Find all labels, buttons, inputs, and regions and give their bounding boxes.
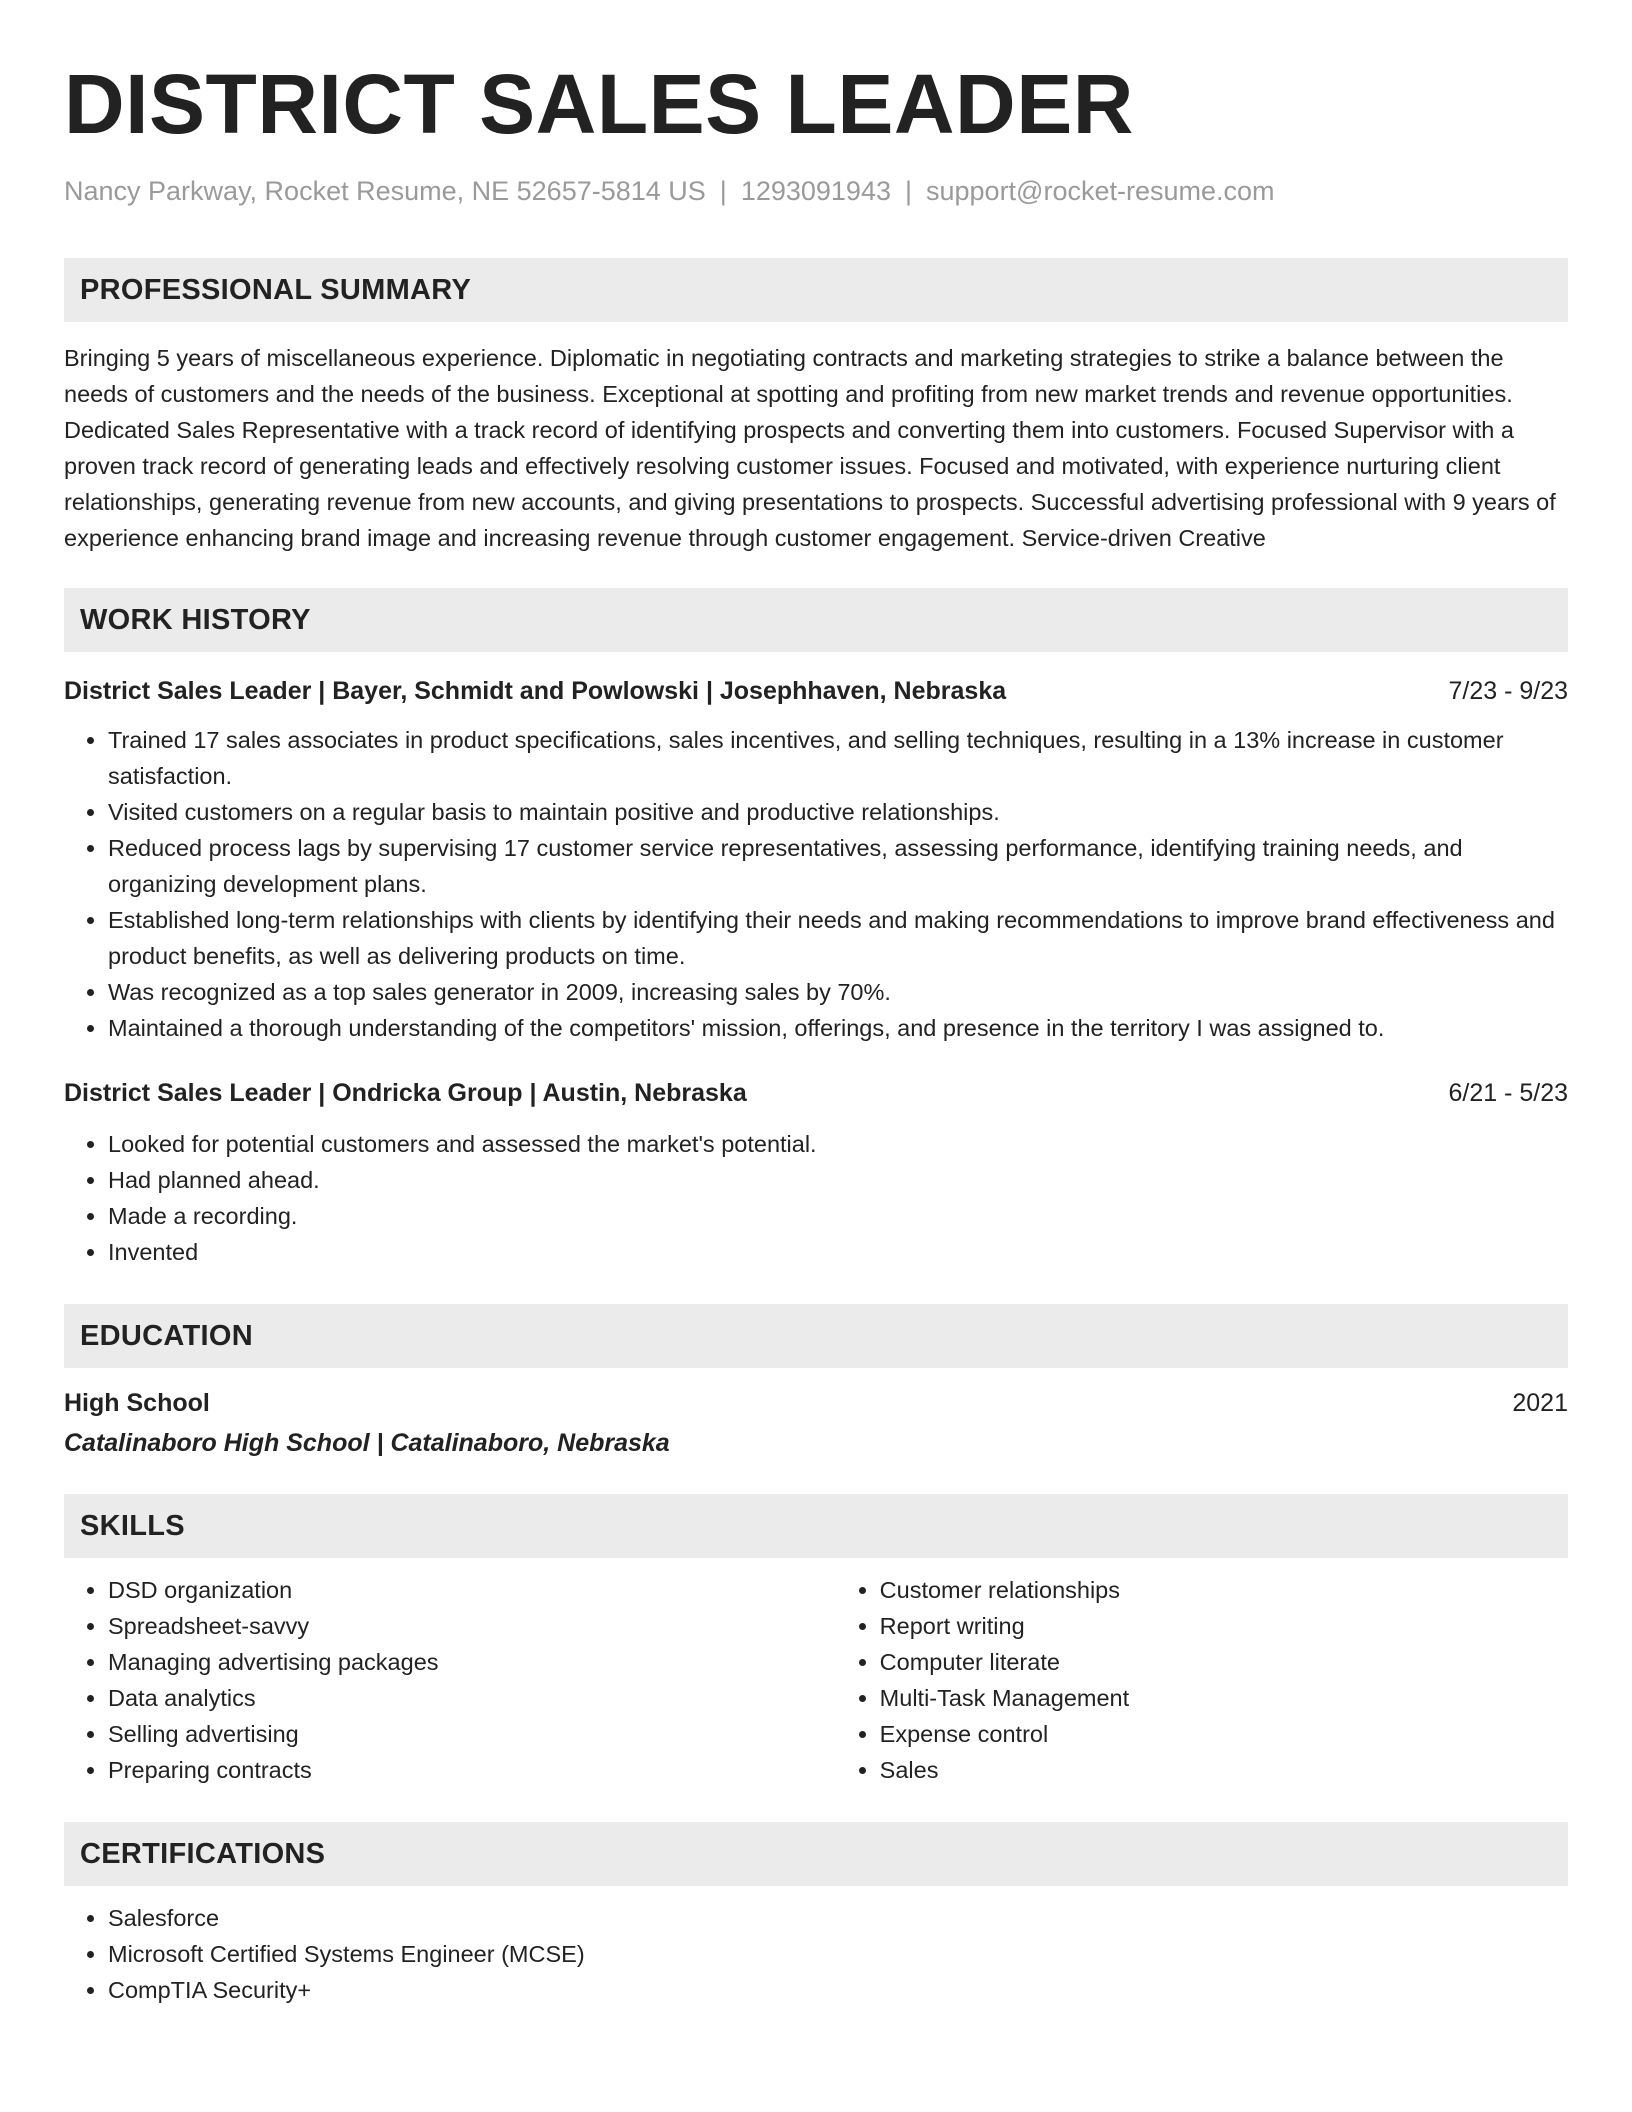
skills-list-right: [836, 1572, 1568, 1788]
skill-item: • Customer relationships: [880, 1572, 1568, 1608]
job-bullet: • Visited customers on a regular basis to maintain positive and productive relationships.: [108, 794, 1568, 830]
certifications-block: [64, 1900, 1568, 2008]
job-dates: 7/23 - 9/23: [1448, 677, 1568, 705]
skill-item: • Multi-Task Management: [880, 1680, 1568, 1716]
skill-item: • Spreadsheet-savvy: [108, 1608, 836, 1644]
job-title: District Sales Leader | Bayer, Schmidt and Powlowski | Josephhaven, Nebraska: [64, 677, 1007, 705]
contact-address: Nancy Parkway, Rocket Resume, NE 52657-5814 US: [64, 176, 706, 206]
job-entry: [64, 1076, 1568, 1270]
skills-list-left: [64, 1572, 836, 1788]
job-bullet: • Made a recording.: [108, 1198, 1568, 1234]
summary-text: Bringing 5 years of miscellaneous experience. Diplomatic in negotiating contracts and marketing strategies to strike a balance between the needs of customers and the needs of the business. Exceptional at spotting and profiting from new market trends and revenue opportunities. Dedicated Sales Representative with a track record of identifying prospects and converting them into customers. Focused Supervisor with a proven track record of generating leads and effectively resolving customer issues. Focused and motivated, with experience nurturing client relationships, generating revenue from new accounts, and giving presentations to prospects. Successful advertising professional with 9 years of experience enhancing brand image and increasing revenue through customer engagement. Service-driven Creative: [64, 345, 1556, 551]
contact-separator: |: [719, 176, 727, 206]
job-bullet: • Trained 17 sales associates in product specifications, sales incentives, and selling techniques, resulting in a 13% increase in customer satisfaction.: [108, 722, 1568, 794]
education-school: Catalinaboro High School | Catalinaboro, Nebraska: [64, 1429, 670, 1457]
job-bullet: • Invented: [108, 1234, 1568, 1270]
job-dates: 6/21 - 5/23: [1448, 1079, 1568, 1107]
section-header-education: EDUCATION: [64, 1304, 1568, 1368]
skill-item: • Selling advertising: [108, 1716, 836, 1752]
certification-item: • CompTIA Security+: [108, 1972, 1568, 2008]
education-degree: High School: [64, 1389, 210, 1417]
skill-item: • Computer literate: [880, 1644, 1568, 1680]
skills-columns: [64, 1572, 1568, 1788]
job-header: [64, 1076, 1568, 1110]
certification-item: • Salesforce: [108, 1900, 1568, 1936]
job-bullet: • Was recognized as a top sales generator in 2009, increasing sales by 70%.: [108, 974, 1568, 1010]
skill-item: • Preparing contracts: [108, 1752, 836, 1788]
certification-item: • Microsoft Certified Systems Engineer (MCSE): [108, 1936, 1568, 1972]
job-bullet: • Looked for potential customers and assessed the market's potential.: [108, 1126, 1568, 1162]
section-header-work-history: WORK HISTORY: [64, 588, 1568, 652]
skill-item: • Managing advertising packages: [108, 1644, 836, 1680]
job-header: [64, 674, 1568, 708]
resume-title: DISTRICT SALES LEADER: [64, 57, 1134, 151]
education-header: [64, 1386, 1568, 1420]
skill-item: • Data analytics: [108, 1680, 836, 1716]
job-bullet: • Had planned ahead.: [108, 1162, 1568, 1198]
certifications-list: [64, 1900, 1568, 2008]
job-bullet-list: [64, 722, 1568, 1046]
job-title: District Sales Leader | Ondricka Group | Austin, Nebraska: [64, 1079, 747, 1107]
job-bullet: • Established long-term relationships with clients by identifying their needs and making recommendations to improve brand effectiveness and product benefits, as well as delivering products on time.: [108, 902, 1568, 974]
skill-item: • Expense control: [880, 1716, 1568, 1752]
job-bullet-list: [64, 1126, 1568, 1270]
section-header-certifications: CERTIFICATIONS: [64, 1822, 1568, 1886]
job-bullet: • Maintained a thorough understanding of the competitors' mission, offerings, and presence in the territory I was assigned to.: [108, 1010, 1568, 1046]
contact-email: support@rocket-resume.com: [926, 176, 1275, 206]
job-bullet: • Reduced process lags by supervising 17 customer service representatives, assessing performance, identifying training needs, and organizing development plans.: [108, 830, 1568, 902]
skill-item: • DSD organization: [108, 1572, 836, 1608]
skill-item: • Sales: [880, 1752, 1568, 1788]
job-entry: [64, 674, 1568, 1046]
contact-phone: 1293091943: [740, 176, 891, 206]
contact-line: [64, 174, 1568, 208]
education-year: 2021: [1512, 1389, 1568, 1417]
contact-separator: |: [904, 176, 912, 206]
skill-item: • Report writing: [880, 1608, 1568, 1644]
section-header-skills: SKILLS: [64, 1494, 1568, 1558]
section-header-summary: PROFESSIONAL SUMMARY: [64, 258, 1568, 322]
